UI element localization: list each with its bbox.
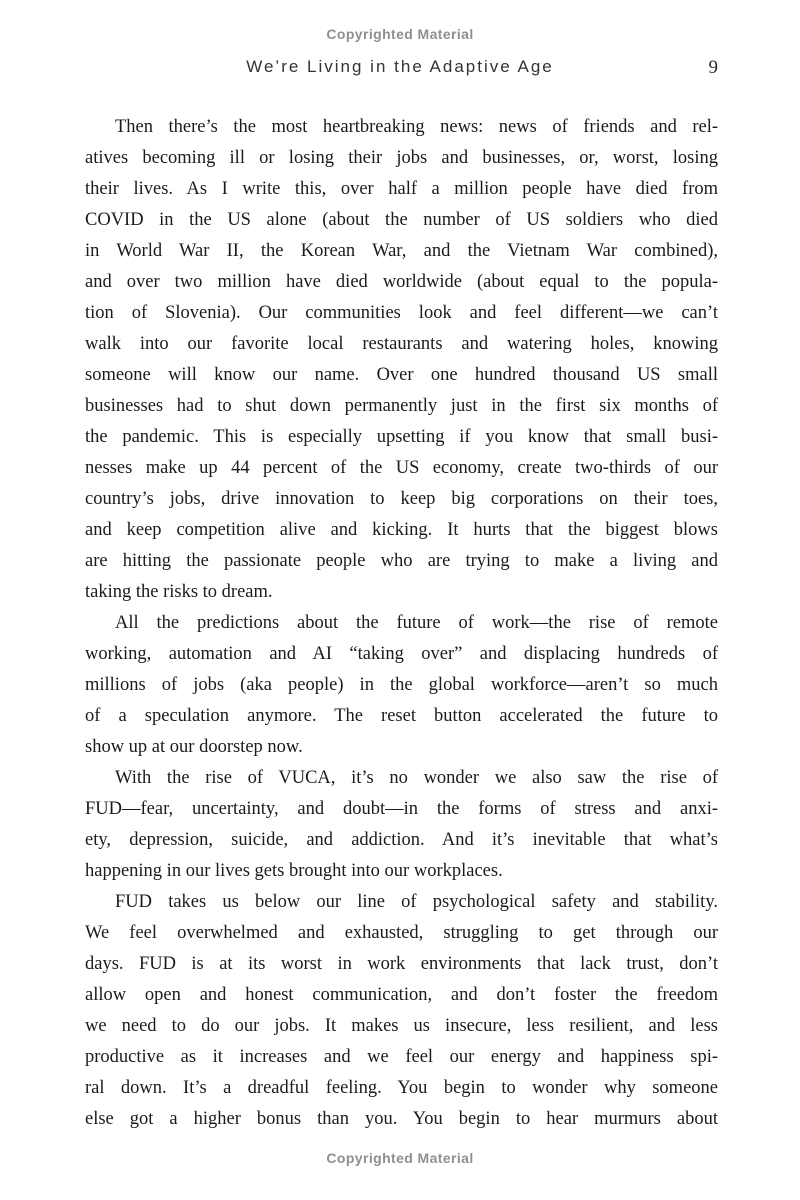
text-line: businesses had to shut down permanently just in the first six months of [85,396,718,416]
text-line: We feel overwhelmed and exhausted, struggling to get through our [85,923,718,943]
text-line: of a speculation anymore. The reset button accelerated the future to [85,706,718,726]
copyright-notice-bottom: Copyrighted Material [326,1150,474,1166]
text-line: someone will know our name. Over one hundred thousand US small [85,365,718,385]
text-line: taking the risks to dream. [85,582,273,602]
text-line: show up at our doorstep now. [85,737,303,757]
text-line: FUD takes us below our line of psychological safety and stability. [115,892,718,912]
text-line: else got a higher bonus than you. You begin to hear murmurs about [85,1109,718,1129]
text-line: productive as it increases and we feel our energy and happiness spi- [85,1047,718,1067]
text-line: happening in our lives gets brought into our workplaces. [85,861,503,881]
text-line: walk into our favorite local restaurants and watering holes, knowing [85,334,718,354]
page-number: 9 [708,57,718,78]
text-line: in World War II, the Korean War, and the Vietnam War combined), [85,241,718,261]
text-line: Then there’s the most heartbreaking news: news of friends and rel- [115,117,718,137]
text-line: we need to do our jobs. It makes us insecure, less resilient, and less [85,1016,718,1036]
text-line: With the rise of VUCA, it’s no wonder we also saw the rise of [115,768,718,788]
text-line: the pandemic. This is especially upsetting if you know that small busi- [85,427,718,447]
text-line: atives becoming ill or losing their jobs and businesses, or, worst, losing [85,148,718,168]
text-line: their lives. As I write this, over half a million people have died from [85,179,718,199]
text-line: country’s jobs, drive innovation to keep big corporations on their toes, [85,489,718,509]
text-line: working, automation and AI “taking over” and displacing hundreds of [85,644,718,664]
text-line: FUD—fear, uncertainty, and doubt—in the forms of stress and anxi- [85,799,718,819]
text-line: days. FUD is at its worst in work environments that lack trust, don’t [85,954,718,974]
chapter-title: We’re Living in the Adaptive Age [246,57,554,76]
text-line: millions of jobs (aka people) in the global workforce—aren’t so much [85,675,718,695]
text-line: allow open and honest communication, and don’t foster the freedom [85,985,718,1005]
body-text [85,112,718,1135]
text-line: and over two million have died worldwide (about equal to the popula- [85,272,718,292]
running-header [0,57,800,77]
copyright-notice-top: Copyrighted Material [326,26,474,42]
text-line: are hitting the passionate people who are trying to make a living and [85,551,718,571]
text-line: nesses make up 44 percent of the US economy, create two-thirds of our [85,458,718,478]
text-line: All the predictions about the future of work—the rise of remote [115,613,718,633]
text-line: tion of Slovenia). Our communities look and feel different—we can’t [85,303,718,323]
text-line: ety, depression, suicide, and addiction. And it’s inevitable that what’s [85,830,718,850]
text-line: and keep competition alive and kicking. It hurts that the biggest blows [85,520,718,540]
text-line: COVID in the US alone (about the number of US soldiers who died [85,210,718,230]
text-line: ral down. It’s a dreadful feeling. You begin to wonder why someone [85,1078,718,1098]
